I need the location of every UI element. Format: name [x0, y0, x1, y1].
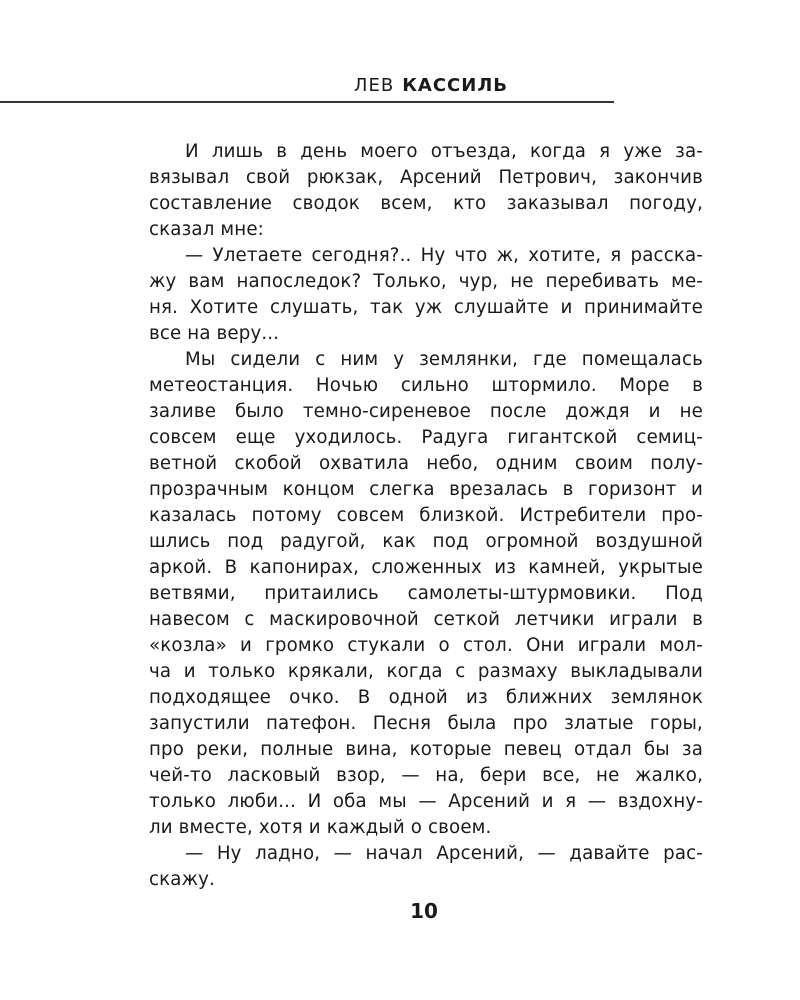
text-line: совсем еще уходилось. Радуга гигантской семиц- — [149, 427, 703, 448]
text-line: заливе было темно-сиреневое после дождя и не — [149, 401, 703, 422]
text-line: подходящее очко. В одной из ближних землянок — [149, 687, 703, 708]
running-head — [0, 74, 508, 98]
text-line: аркой. В капонирах, сложенных из камней, укрытые — [149, 557, 703, 578]
text-line: Мы сидели с ним у землянки, где помещалась — [185, 349, 703, 370]
text-line: ветной скобой охватила небо, одним своим полу- — [149, 453, 703, 474]
text-line: метеостанция. Ночью сильно штормило. Море в — [149, 375, 703, 396]
text-line: ня. Хотите слушать, так уж слушайте и принимайте — [149, 297, 703, 318]
text-line: все на веру... — [149, 323, 280, 344]
text-line: сказал мне: — [149, 219, 264, 240]
author-first-name: ЛЕВ — [353, 75, 395, 96]
text-line: запустили патефон. Песня была про златые горы, — [149, 713, 703, 734]
text-line: скажу. — [149, 869, 215, 890]
text-line: казалась потому совсем близкой. Истребители про- — [149, 505, 703, 526]
text-line: «козла» и громко стукали о стол. Они играли мол- — [149, 635, 703, 656]
page-number: 10 — [410, 899, 438, 923]
author-last-name: КАССИЛЬ — [402, 75, 508, 96]
text-line: про реки, полные вина, которые певец отдал бы за — [149, 739, 703, 760]
text-line: навесом с маскировочной сеткой летчики играли в — [149, 609, 703, 630]
text-line: ли вместе, хотя и каждый о своем. — [149, 817, 492, 838]
text-line: ча и только крякали, когда с размаху выкладывали — [149, 661, 703, 682]
text-line: вязывал свой рюкзак, Арсений Петрович, закончив — [149, 167, 703, 188]
text-line: только люби... И оба мы — Арсений и я — вздохну- — [149, 791, 703, 812]
header-rule — [0, 101, 614, 103]
text-line: — Улетаете сегодня?.. Ну что ж, хотите, я расска- — [185, 245, 703, 266]
text-line: И лишь в день моего отъезда, когда я уже за- — [185, 141, 703, 162]
text-line: чей-то ласковый взор, — на, бери все, не жалко, — [149, 765, 703, 786]
text-line: жу вам напоследок? Только, чур, не перебивать ме- — [149, 271, 703, 292]
text-line: шлись под радугой, как под огромной воздушной — [149, 531, 703, 552]
text-line: прозрачным концом слегка врезалась в горизонт и — [149, 479, 703, 500]
text-line: составление сводок всем, кто заказывал погоду, — [149, 193, 703, 214]
body-text — [149, 139, 703, 893]
text-line: — Ну ладно, — начал Арсений, — давайте рас- — [185, 843, 703, 864]
text-line: ветвями, притаились самолеты-штурмовики. Под — [149, 583, 703, 604]
